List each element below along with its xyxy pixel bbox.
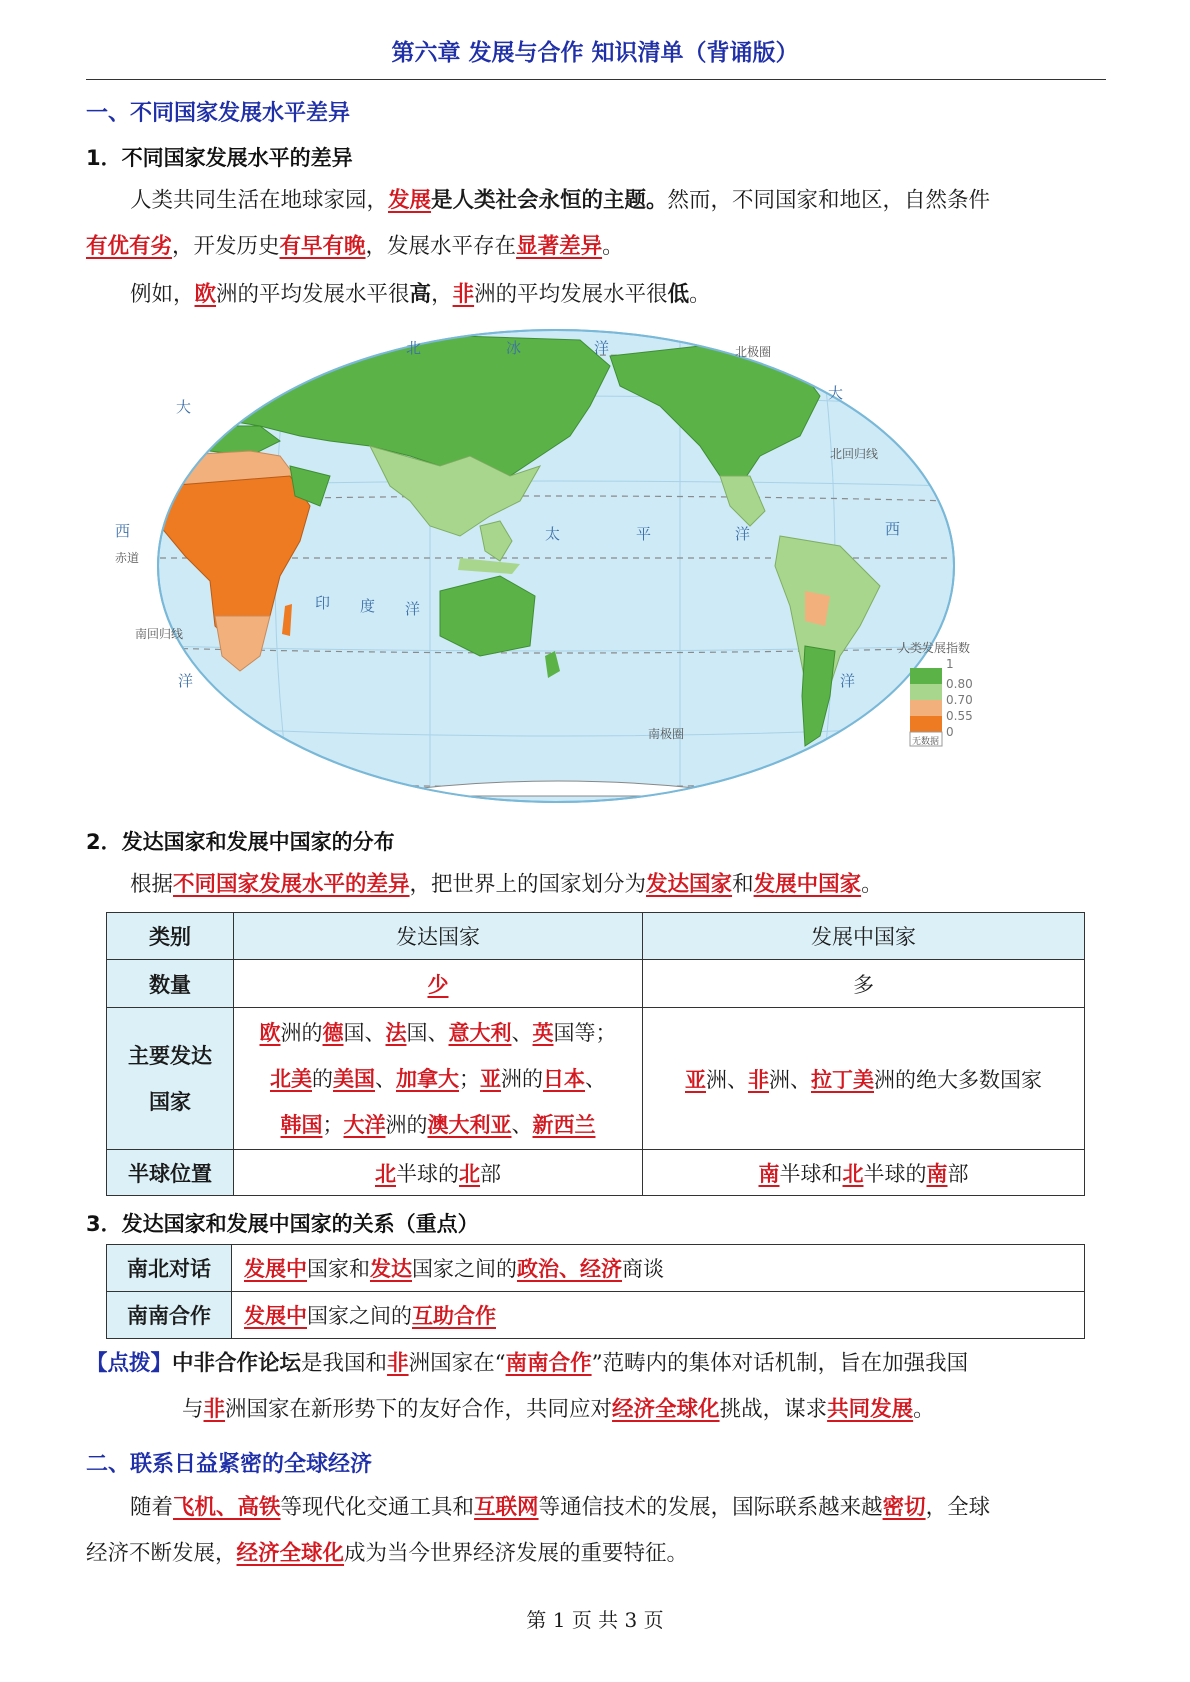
legend-v5: 0 bbox=[946, 725, 954, 739]
row-main-label: 主要发达 国家 bbox=[107, 1008, 234, 1150]
label-antarctic-circle: 南极圈 bbox=[648, 727, 685, 741]
label-equator: 赤道 bbox=[115, 551, 140, 565]
main-developed-countries: 欧洲的德国、法国、意大利、英国等； 北美的美国、加拿大；亚洲的日本、 韩国；大洋洲的澳大利亚、新西兰 bbox=[234, 1008, 643, 1150]
greenland bbox=[840, 341, 910, 376]
legend-v3: 0.70 bbox=[946, 693, 973, 707]
label-ocean-arctic: 洋 bbox=[594, 339, 610, 357]
label-du: 度 bbox=[360, 597, 376, 615]
label-arctic-circle: 北极圈 bbox=[735, 345, 772, 359]
north-south-label: 南北对话 bbox=[107, 1245, 232, 1292]
legend-nodata: 无数据 bbox=[912, 737, 940, 747]
label-da-1: 大 bbox=[176, 398, 192, 416]
hemisphere-developed: 北半球的北部 bbox=[234, 1150, 643, 1196]
world-hdi-map bbox=[115, 326, 1060, 806]
countries-table bbox=[106, 912, 1085, 1196]
label-yang-indian: 洋 bbox=[405, 600, 421, 618]
page-footer: 第 1 页 共 3 页 bbox=[526, 1608, 664, 1632]
paragraph-3: 根据不同国家发展水平的差异，把世界上的国家划分为发达国家和发展中国家。 bbox=[130, 872, 883, 897]
label-west-2: 西 bbox=[885, 520, 901, 538]
tip-paragraph: 【点拨】中非合作论坛是我国和非洲国家在“南南合作”范畴内的集体对话机制，旨在加强我国 与非洲国家在新形势下的友好合作，共同应对经济全球化挑战，谋求共同发展。 bbox=[86, 1351, 969, 1422]
subheading-1: 1．不同国家发展水平的差异 bbox=[86, 146, 353, 170]
section-heading-2: 二、联系日益紧密的全球经济 bbox=[86, 1452, 373, 1477]
label-north: 北 bbox=[406, 339, 422, 357]
subheading-3: 3．发达国家和发展中国家的关系（重点） bbox=[86, 1212, 479, 1236]
th-developing: 发展中国家 bbox=[643, 913, 1085, 960]
label-tai: 太 bbox=[545, 525, 561, 543]
label-tropic-north: 北回归线 bbox=[830, 447, 879, 461]
paragraph-1: 人类共同生活在地球家园，发展是人类社会永恒的主题。然而，不同国家和地区，自然条件 有优有劣，开发历史有早有晚，发展水平存在显著差异。 bbox=[86, 188, 991, 259]
south-south-value: 发展中国家之间的互助合作 bbox=[232, 1292, 1085, 1339]
th-developed: 发达国家 bbox=[234, 913, 643, 960]
paragraph-4: 随着飞机、高铁等现代化交通工具和互联网等通信技术的发展，国际联系越来越密切，全球 经济不断发展，经济全球化成为当今世界经济发展的重要特征。 bbox=[86, 1495, 991, 1566]
th-category: 类别 bbox=[107, 913, 234, 960]
count-developing: 多 bbox=[643, 960, 1085, 1008]
section-heading-1: 一、不同国家发展水平差异 bbox=[86, 101, 351, 126]
count-developed: 少 bbox=[234, 960, 643, 1008]
row-count-label: 数量 bbox=[107, 960, 234, 1008]
subheading-2: 2．发达国家和发展中国家的分布 bbox=[86, 830, 395, 854]
legend-v4: 0.55 bbox=[946, 709, 973, 723]
page-title: 第六章 发展与合作 知识清单（背诵版） bbox=[391, 40, 799, 66]
label-yin: 印 bbox=[315, 594, 331, 612]
label-west-1: 西 bbox=[115, 522, 131, 540]
north-south-value: 发展中国家和发达国家之间的政治、经济商谈 bbox=[232, 1245, 1085, 1292]
legend-v1: 1 bbox=[946, 657, 954, 671]
paragraph-2: 例如，欧洲的平均发展水平很高，非洲的平均发展水平很低。 bbox=[130, 282, 711, 307]
label-ice: 冰 bbox=[506, 339, 522, 357]
title-rule bbox=[86, 79, 1106, 80]
label-ping: 平 bbox=[636, 525, 652, 543]
south-south-label: 南南合作 bbox=[107, 1292, 232, 1339]
label-yang-atlantic: 洋 bbox=[178, 672, 194, 690]
legend-title: 人类发展指数 bbox=[898, 641, 971, 655]
row-hemisphere-label: 半球位置 bbox=[107, 1150, 234, 1196]
label-da-2: 大 bbox=[828, 384, 844, 402]
hemisphere-developing: 南半球和北半球的南部 bbox=[643, 1150, 1085, 1196]
legend-v2: 0.80 bbox=[946, 677, 973, 691]
label-yang-pacific: 洋 bbox=[735, 525, 751, 543]
relations-table bbox=[106, 1244, 1085, 1339]
main-developing-countries: 亚洲、非洲、拉丁美洲的绝大多数国家 bbox=[643, 1008, 1085, 1150]
label-tropic-south: 南回归线 bbox=[135, 627, 184, 641]
label-yang-south-atlantic: 洋 bbox=[840, 672, 856, 690]
